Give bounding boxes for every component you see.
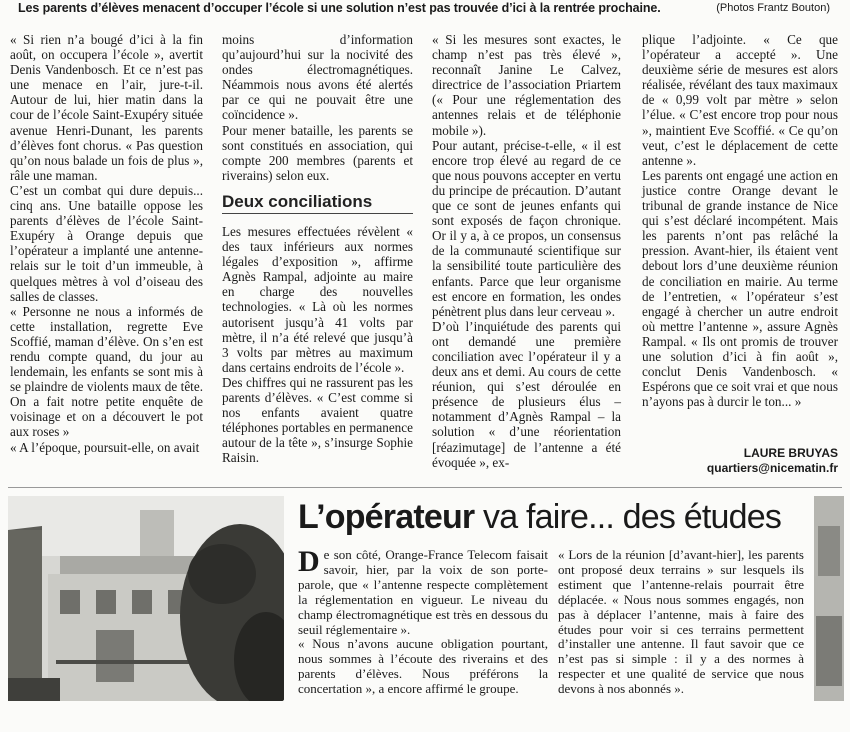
paragraph: « Personne ne nous a informés de cette installation, regrette Eve Scoffié, maman d’élève. On s’en est rendu compte quand, du jour au lendemain, les enfants se sont mis à se plaindre de violents maux de tête. On a fait notre petite enquête de voisinage et on a découvert le pot aux roses » bbox=[10, 303, 203, 440]
drop-cap: D bbox=[298, 545, 320, 578]
edge-photo-strip bbox=[814, 496, 844, 701]
paragraph: Pour autant, précise-t-elle, « il est encore trop élevé au regard de ce que nous pouvons accepter en vertu du principe de précaution. D’autant que ce sont de jeunes enfants qui sont exposés de façon chronique. Or il y a, à ce propos, un consensus de la communauté scientifique sur la sensibilité toute particulière des enfants. Parce que leur organisme est encore en formation, les ondes pénètrent plus dans leur cerveau ». bbox=[432, 137, 621, 319]
paragraph: Les parents ont engagé une action en justice contre Orange devant le tribunal de grande instance de Nice qui s’est déclaré incompétent. Mais les parents n’ont pas relâché la pression. Avant-hier, ils étaient vent debout lors d’une deuxième réunion de conciliation en mairie. Au terme de l’entretien, « l’opérateur s’est engagé à chercher un autre endroit où mettre l’antenne », assure Agnès Rampal. « Ils ont promis de trouver une solution d’ici à fin août », conclut Denis Vandenbosch. « Espérons que ce soit vrai et que nous n’ayons pas à durcir le ton... » bbox=[642, 167, 838, 410]
article-column-4 bbox=[642, 32, 838, 409]
paragraph: « Nous n’avons aucune obligation pourtant, nous sommes à l’écoute des riverains et des parents d’élèves. Nous préférons la concertation », a encore affirmé le groupe. bbox=[298, 636, 548, 697]
paragraph: D’où l’inquiétude des parents qui ont demandé une première conciliation avec l’opérateur il y a deux ans et demi. Au cours de cette réunion, qui s’est déroulée en présence de plusieurs élus – notamment d’Agnès Rampal – la solution « d’une réorientation [réazimutage] de l’antenne a été évoquée », ex- bbox=[432, 318, 621, 470]
photo-credit: (Photos Frantz Bouton) bbox=[716, 2, 830, 14]
author-email: quartiers@nicematin.fr bbox=[706, 461, 838, 475]
article-column-6 bbox=[558, 548, 804, 697]
article-column-1 bbox=[10, 32, 203, 455]
section-divider bbox=[8, 487, 842, 488]
section-headline bbox=[298, 494, 781, 540]
paragraph: Des chiffres qui ne rassurent pas les parents d’élèves. « C’est comme si nos enfants avaient quatre téléphones portables en permanence autour de la tête », s’insurge Sophie Raisin. bbox=[222, 374, 413, 466]
article-column-2 bbox=[222, 32, 413, 465]
paragraph: « Lors de la réunion [d’avant-hier], les parents ont proposé deux terrains » sur lesquels ils estiment que l’antenne-relais pourrait être déplacée. « Nous nous sommes engagés, non pas à déplacer l’antenne, mais à faire des études pour voir si ces terrains permettent d’installer une antenne. Il faut savoir que ce n’est pas si simple : il y a des normes à respecter et une qualité de service que nous devons à nos abonnés ». bbox=[558, 547, 804, 697]
paragraph: « Si rien n’a bougé d’ici à la fin août, on occupera l’école », avertit Denis Vandenbosch. Et ce n’est pas une menace en l’air, jure-t-il. Autour de lui, hier matin dans la cour de l’école Saint-Exupéry située avenue Henri-Dunant, les parents d’élèves font chorus. « Pas question qu’on nous balade un fois de plus », râle une maman. bbox=[10, 32, 203, 183]
edge-photo-illustration bbox=[814, 496, 844, 701]
headline-rest: va faire... des études bbox=[474, 498, 782, 536]
paragraph: moins d’information qu’aujourd’hui sur la nocivité des ondes électromagnétiques. Néammois nous avons été alertés par ce qui ne pouvait être une coïncidence ». bbox=[222, 32, 413, 123]
paragraph: C’est un combat qui dure depuis... cinq ans. Une bataille oppose les parents d’élèves de l’école Saint-Exupéry à Orange depuis que l’opérateur a implanté une antenne-relais sur le toit d’un immeuble, à quelques mètres à vol d’oiseau des salles de classes. bbox=[10, 182, 203, 304]
paragraph: e son côté, Orange-France Telecom faisait savoir, hier, par la voix de son porte-parole, que « l’antenne respecte complètement la réglementation en vigueur. Le niveau du champ électromagnétique est très en dessous du seuil réglementaire ». bbox=[298, 547, 548, 637]
building-photo-illustration bbox=[8, 496, 284, 701]
paragraph: Pour mener bataille, les parents se sont constitués en association, qui compte 200 membres (parents et riverains) selon eux. bbox=[222, 122, 413, 183]
paragraph: « Si les mesures sont exactes, le champ n’est pas très élevé », reconnaît Janine Le Calvez, directrice de l’association Priartem (« Pour une réglementation des antennes relais et de téléphonie mobile »). bbox=[432, 32, 621, 138]
author-byline bbox=[642, 446, 838, 476]
headline-bold: L’opérateur bbox=[298, 498, 475, 536]
article-column-3 bbox=[432, 32, 621, 470]
paragraph: plique l’adjointe. « Ce que l’opérateur a accepté ». Une deuxième série de mesures est alors réalisée, révélant des taux maximaux de « 0,99 volt par mètre » selon l’élue. « C’est encore trop pour nous », maintient Eve Scoffié. « Ce qu’on veut, c’est le déplacement de cette antenne ». bbox=[642, 32, 838, 168]
article-column-5 bbox=[298, 545, 548, 697]
section-subheading: Deux conciliations bbox=[222, 191, 413, 214]
building-photo bbox=[8, 496, 284, 701]
author-name: LAURE BRUYAS bbox=[743, 446, 838, 460]
photo-caption-bar bbox=[0, 0, 850, 20]
paragraph: « A l’époque, poursuit-elle, on avait bbox=[10, 439, 200, 455]
paragraph: Les mesures effectuées révèlent « des taux inférieurs aux normes légales d’exposition », affirme Agnès Rampal, adjointe au maire en charge des nouvelles technologies. « Là où les normes autorisent jusqu’à 41 volts par mètre, il n’a été relevé que jusqu’à 3 volts par mètres au maximum dans certains endroits de l’école ». bbox=[222, 223, 413, 375]
photo-caption: Les parents d’élèves menacent d’occuper l’école si une solution n’est pas trouvée d’ici à la rentrée prochaine. bbox=[18, 1, 661, 15]
